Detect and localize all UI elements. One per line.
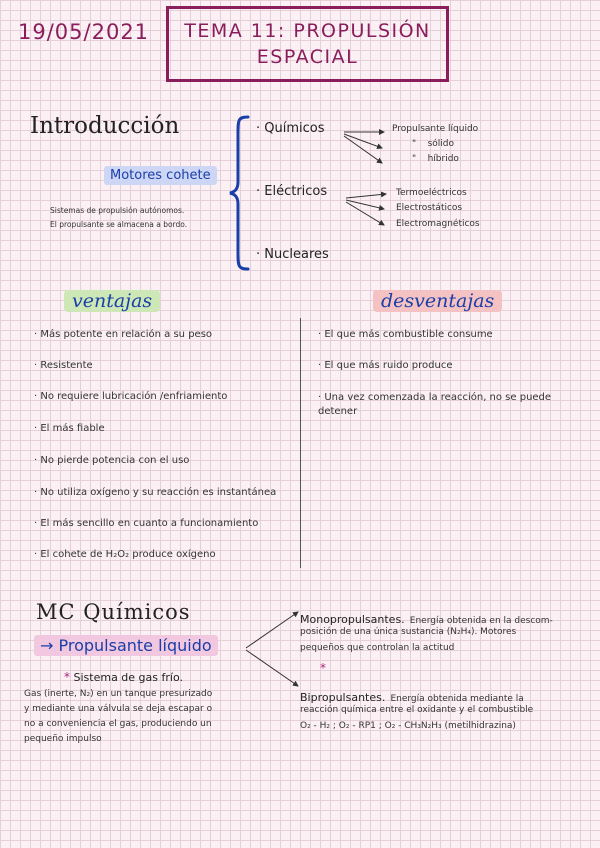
page-title-line1: TEMA 11: PROPULSIÓN bbox=[184, 20, 431, 42]
intro-note-line1: Sistemas de propulsión autónomos. bbox=[50, 206, 185, 215]
ventaja-item-1: · Más potente en relación a su peso bbox=[34, 329, 212, 340]
quimicos-type-3: " híbrido bbox=[412, 154, 459, 164]
nucleares-label: · Nucleares bbox=[256, 247, 329, 262]
gas-frio-line1: Gas (inerte, N₂) en un tanque presurizado bbox=[24, 689, 213, 699]
monopropulsantes-line1: Monopropulsantes. Energía obtenida en la descom- bbox=[300, 613, 553, 626]
bipropulsantes-line1: Bipropulsantes. Energía obtenida mediante la bbox=[300, 691, 524, 704]
ventajas-heading: ventajas bbox=[64, 290, 160, 312]
monopropulsantes-line2: posición de una única sustancia (N₂H₄). Motores bbox=[300, 627, 517, 637]
desventaja-item-3: · Una vez comenzada la reacción, no se puede bbox=[318, 392, 551, 403]
gas-frio-line2: y mediante una válvula se deja escapar o bbox=[24, 704, 213, 714]
gas-frio-line4: pequeño impulso bbox=[24, 734, 102, 744]
mc-branch-arrows-icon bbox=[244, 606, 302, 692]
column-divider bbox=[300, 318, 301, 568]
page-title-line2: ESPACIAL bbox=[256, 46, 359, 68]
star-icon: * bbox=[320, 661, 326, 675]
electricos-type-2: Electrostáticos bbox=[396, 203, 463, 213]
quimicos-type-2: " sólido bbox=[412, 139, 454, 149]
date: 19/05/2021 bbox=[18, 20, 150, 44]
ventaja-item-7: · El más sencillo en cuanto a funcionamiento bbox=[34, 518, 258, 529]
ventaja-item-6: · No utiliza oxígeno y su reacción es instantánea bbox=[34, 487, 276, 498]
desventaja-item-1: · El que más combustible consume bbox=[318, 329, 493, 340]
star-icon: * bbox=[64, 670, 70, 684]
electricos-type-3: Electromagnéticos bbox=[396, 219, 480, 229]
propulsante-liquido-label: → Propulsante líquido bbox=[34, 635, 218, 656]
bipropulsantes-line3: O₂ - H₂ ; O₂ - RP1 ; O₂ - CH₃N₂H₃ (metilhidrazina) bbox=[300, 721, 516, 731]
motores-cohete-label: Motores cohete bbox=[104, 166, 217, 185]
electricos-type-1: Termoeléctricos bbox=[396, 188, 467, 198]
electricos-arrows-icon bbox=[344, 188, 390, 232]
page-title-box bbox=[166, 6, 449, 82]
monopropulsantes-line3: pequeños que controlan la actitud bbox=[300, 643, 455, 653]
ventaja-item-8: · El cohete de H₂O₂ produce oxígeno bbox=[34, 549, 216, 560]
desventajas-heading: desventajas bbox=[373, 290, 502, 312]
ventaja-item-3: · No requiere lubricación /enfriamiento bbox=[34, 391, 227, 402]
quimicos-arrows-icon bbox=[342, 124, 388, 168]
mc-quimicos-heading: MC Químicos bbox=[36, 600, 191, 624]
ventaja-item-2: · Resistente bbox=[34, 360, 93, 371]
gas-frio-title: * Sistema de gas frío. bbox=[64, 670, 183, 684]
gas-frio-line3: no a conveniencia el gas, produciendo un bbox=[24, 719, 212, 729]
intro-heading: Introducción bbox=[30, 113, 180, 139]
quimicos-label: · Químicos bbox=[256, 121, 325, 136]
ventaja-item-4: · El más fiable bbox=[34, 423, 105, 434]
desventaja-item-3-cont: detener bbox=[318, 406, 358, 417]
electricos-label: · Eléctricos bbox=[256, 184, 328, 199]
desventaja-item-2: · El que más ruido produce bbox=[318, 360, 452, 371]
ventaja-item-5: · No pierde potencia con el uso bbox=[34, 455, 189, 466]
brace-icon bbox=[228, 114, 252, 272]
quimicos-type-1: Propulsante líquido bbox=[392, 124, 479, 134]
intro-note-line2: El propulsante se almacena a bordo. bbox=[50, 220, 188, 229]
bipropulsantes-line2: reacción química entre el oxidante y el combustible bbox=[300, 705, 534, 715]
